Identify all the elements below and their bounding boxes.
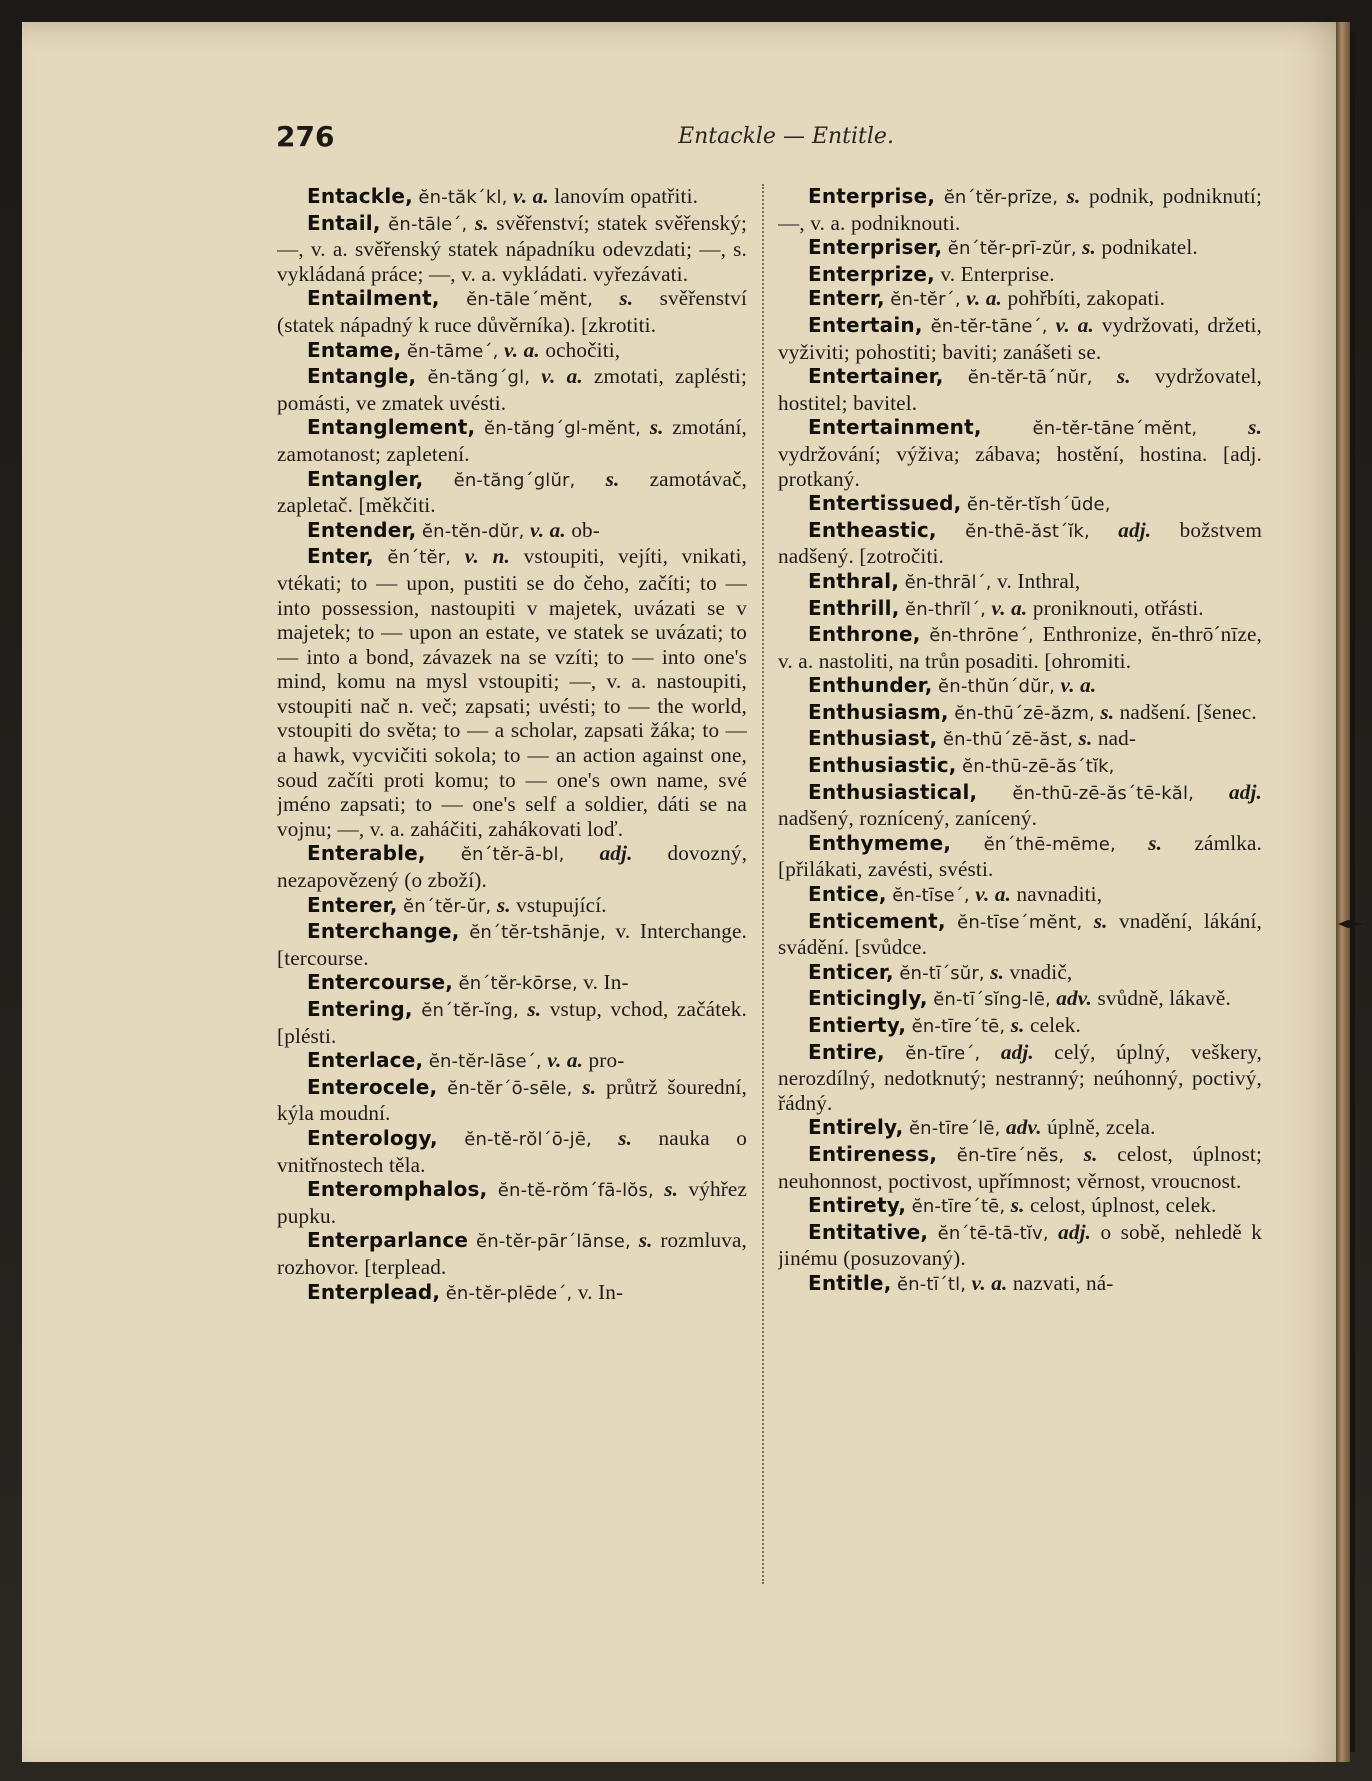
definition: podnik, podniknutí; —, v. a. podniknouti. [778,184,1262,235]
definition: zamotávač, zapletač. [měkčiti. [277,466,747,518]
definition: vnadění, lákání, svádění. [svůdce. [778,908,1262,960]
part-of-speech: s. [1093,908,1108,933]
headword: Enticer, [808,959,894,984]
dictionary-entry [277,211,747,287]
definition: nadšení. [šenec. [1119,699,1257,724]
definition: vstup, vchod, začátek. [plésti. [277,997,747,1048]
definition: výhřez pupku. [277,1177,747,1228]
dictionary-entry [778,1013,1262,1040]
definition: ob- [571,517,601,542]
dictionary-entry [778,1271,1262,1298]
part-of-speech: adj. [1000,1039,1034,1064]
definition: proniknouti, otřásti. [1032,595,1204,620]
part-of-speech: s. [619,286,634,311]
part-of-speech: s. [990,959,1005,984]
dictionary-entry [778,1220,1262,1271]
pronunciation: ĕn-thē-ăst´ĭk, [965,520,1090,542]
definition: vstoupiti, vejíti, vnikati, vtékati; to — upon, pustiti se do čeho, začíti; to — into possession, nastoupiti v majetek, uvázati se v majetek; to — upon an estate, ve statek se uvázati; to — into a bond, závazek na se vzíti; to — into one's mind, komu na mysl vstoupiti; —, v. a. nastoupiti, vstoupiti nač n. več; zapsati; uvésti; to — the world, vstoupiti do světa; to — a scholar, zapsati žáka; to — a hawk, vycvičiti sokola; to — an action against one, soud začíti proti komu; to — one's own name, své jméno zapsati; to — one's self a soldier, dáti se na vojnu; —, v. a. zaháčiti, zahákovati loď. [277,544,747,841]
headword: Enter, [307,544,374,569]
headword: Entitative, [808,1219,929,1244]
part-of-speech: v. a. [530,517,566,542]
pronunciation: ĕn-tīre´tē, [911,1196,1006,1218]
pronunciation: ĕn-tāle´mĕnt, [466,289,593,311]
part-of-speech: v. a. [966,286,1003,311]
dictionary-entry [778,780,1262,831]
headword: Entail, [307,210,381,235]
dictionary-entry [778,184,1262,235]
pronunciation: ĕn-tĕr-lāse´, [428,1051,542,1073]
dictionary-entry [778,491,1262,518]
pronunciation: ĕn´tē-tā-tĭv, [937,1222,1049,1244]
binding-line [1350,32,1355,1752]
headword: Enterer, [307,892,398,917]
dictionary-entry [778,726,1262,753]
definition: nauka o vnitřnostech těla. [277,1125,747,1177]
headword: Entertissued, [808,491,962,516]
definition: celost, úplnost; neuhonnost, poctivost, upřímnost; věrnost, vroucnost. [778,1141,1262,1193]
part-of-speech: s. [1082,235,1096,260]
dictionary-entry [778,596,1262,623]
definition: vnadič, [1009,959,1073,984]
part-of-speech: adj. [1058,1219,1092,1244]
headword: Entirety, [808,1193,907,1218]
right-column [778,184,1262,1584]
part-of-speech: s. [474,210,489,235]
definition: zmotati, zaplésti; pomásti, ve zmatek uvésti. [277,364,747,415]
headword: Entering, [307,997,413,1021]
pronunciation: ĕn-tīse´, [892,885,970,907]
part-of-speech: adj. [599,841,633,866]
part-of-speech: s. [1100,699,1115,724]
dictionary-entry [277,1228,747,1279]
definition: vydržovatel, hostitel; bavitel. [778,364,1262,415]
pronunciation: ĕn-tĕr-tāne´, [930,315,1048,337]
part-of-speech: s. [1148,830,1163,855]
definition: v. In- [577,1279,624,1304]
dictionary-entry [778,518,1262,569]
page-number: 276 [276,120,335,153]
pronunciation: ĕn-tĕn-dŭr, [421,520,525,542]
headword: Enterology, [307,1125,438,1150]
definition: podnikatel. [1101,235,1198,260]
definition: Enthronize, ĕn-thrō´nīze, v. a. nastoliti, na trůn posaditi. [ohromiti. [778,622,1262,673]
definition: vydržovati, držeti, vyživiti; pohostiti; baviti; zanášeti se. [778,312,1262,364]
headword: Enterocele, [307,1074,438,1099]
headword: Enthrill, [808,595,900,620]
pronunciation: ĕn-tĕr-tāne´mĕnt, [1032,418,1198,440]
dictionary-entry [277,893,747,920]
part-of-speech: s. [649,415,664,440]
headword: Entailment, [307,286,440,311]
headword: Entierty, [808,1013,907,1037]
dictionary-entry [778,831,1262,882]
part-of-speech: v. a. [991,595,1028,620]
dictionary-entry [778,753,1262,780]
dictionary-entry [277,518,747,545]
definition: vydržování; výživa; zábava; hostění, hostina. [adj. protkaný. [778,441,1262,491]
dictionary-entry [778,986,1262,1013]
definition: v. In- [583,970,629,995]
headword: Enthusiastic, [808,753,957,778]
pronunciation: ĕn-tīse´mĕnt, [957,911,1083,933]
dictionary-entry [778,960,1262,987]
pronunciation: ĕn-tĕr-pār´lānse, [476,1231,631,1253]
pronunciation: ĕn-thrāl´, [904,571,992,593]
definition: průtrž šourední, kýla moudní. [277,1074,747,1126]
headword: Enticement, [808,908,946,933]
headword: Entercourse, [307,970,454,995]
definition: lanovím opatřiti. [554,184,699,208]
definition: ochočiti, [545,337,621,362]
pronunciation: ĕn-tī´tl, [896,1273,967,1295]
pronunciation: ĕn-thū-zē-ăs´tē-kăl, [1012,782,1194,804]
headword: Enthusiast, [808,726,938,751]
pronunciation: ĕn-thū´zē-ăzm, [954,702,1095,724]
pronunciation: ĕn-tīre´nĕs, [956,1144,1065,1166]
headword: Enterlace, [307,1048,424,1073]
pronunciation: ĕn-tīre´, [905,1042,981,1064]
page-header [276,120,1286,160]
dictionary-entry [277,1126,747,1177]
headword: Enterprize, [808,261,935,286]
dictionary-entry [277,1280,747,1307]
dictionary-entry [277,415,747,466]
part-of-speech: adj. [1118,517,1152,542]
pronunciation: ĕn-thū-zē-ăs´tĭk, [962,756,1115,778]
dictionary-entry [277,1075,747,1126]
definition: nazvati, ná- [1012,1270,1114,1295]
pronunciation: ĕn-thrĭl´, [904,598,987,620]
pronunciation: ĕn-tĕr-plēde´, [445,1282,573,1304]
definition: zmotání, zamotanost; zapletení. [277,415,747,466]
part-of-speech: s. [1010,1193,1025,1218]
dictionary-entry [778,569,1262,596]
definition: celek. [1030,1013,1081,1037]
dictionary-entry [277,338,747,365]
dictionary-entry [778,415,1262,491]
dictionary-entry [778,286,1262,313]
part-of-speech: s. [664,1177,679,1202]
pronunciation: ĕn-tī´sŭr, [899,962,985,984]
headword: Enthusiasm, [808,699,949,724]
pronunciation: ĕn´thē-mēme, [983,833,1116,855]
definition: božstvem nadšený. [zotročiti. [778,517,1262,569]
part-of-speech: v. a. [971,1270,1008,1295]
part-of-speech: s. [496,892,511,917]
part-of-speech: adj. [1229,779,1262,804]
definition: svěřenství; statek svěřenský; —, v. a. svěřenský statek nápadníku odevzdati; —, s. vykládaná práce; —, v. a. vykládati. vyřezávati. [277,210,747,286]
headword: Entangler, [307,466,424,491]
definition: úplně, zcela. [1047,1115,1156,1140]
pronunciation: ĕn-tĕr´ō-sēle, [447,1077,573,1099]
part-of-speech: s. [1010,1013,1025,1037]
pronunciation: ĕn-tāme´, [406,340,499,362]
headword: Entice, [808,882,887,907]
pronunciation: ĕn-tăng´gl, [427,367,531,389]
definition: zámlka. [přilákati, zavésti, svésti. [778,830,1262,882]
definition: svůdně, lákavě. [1097,986,1231,1011]
definition: svěřenství (statek nápadný k ruce důvěrníka). [zkrotiti. [277,286,747,337]
part-of-speech: s. [638,1228,653,1253]
pronunciation: ĕn´tĕr-ĭng, [421,1000,519,1021]
dictionary-entry [778,700,1262,727]
definition: dovozný, nezapovězený (o zboží). [277,841,747,893]
pronunciation: ĕn-tĕr´, [890,289,961,311]
headword: Enterprise, [808,184,936,208]
dictionary-entry [778,364,1262,415]
pronunciation: ĕn-tăng´gl-mĕnt, [484,418,642,440]
pronunciation: ĕn-tĕ-rŏl´ō-jē, [464,1128,592,1150]
part-of-speech: s. [1083,1141,1098,1166]
headword: Enterchange, [307,919,460,944]
headword: Entackle, [307,184,413,208]
headword: Enterable, [307,841,426,866]
headword: Entertainment, [808,415,982,440]
dictionary-entry [778,235,1262,262]
part-of-speech: v. a. [512,184,549,208]
headword: Entame, [307,337,402,362]
part-of-speech: s. [1066,184,1081,208]
headword: Entirely, [808,1115,904,1140]
dictionary-entry [778,1040,1262,1116]
pronunciation: ĕn-tĕr-tĭsh´ūde, [966,494,1111,516]
definition: nad- [1097,726,1137,751]
dictionary-entry [277,997,747,1048]
pronunciation: ĕn-tăk´kl, [418,187,508,208]
headword: Enthymeme, [808,830,952,855]
dictionary-entry [778,313,1262,364]
dictionary-entry [778,262,1262,287]
pronunciation: ĕn´tĕr, [387,547,452,569]
headword: Entender, [307,517,417,542]
left-column [277,184,747,1584]
headword: Entangle, [307,364,417,389]
headword: Entireness, [808,1141,938,1166]
headword: Entire, [808,1039,885,1064]
pronunciation: ĕn´tĕr-tshānje, [469,922,606,944]
dictionary-entry [778,909,1262,960]
pronunciation: ĕn-tāle´, [388,213,468,235]
headword: Enthunder, [808,673,933,698]
dictionary-entry [277,970,747,997]
headword: Entertain, [808,312,923,337]
pronunciation: ĕn-tăng´glŭr, [453,469,576,491]
pronunciation: ĕn´tĕr-prī-zŭr, [947,238,1077,260]
headword: Enthusiastical, [808,779,978,804]
definition: vstupující. [516,892,607,917]
dictionary-entry [778,882,1262,909]
pronunciation: ĕn-tĕ-rŏm´fā-lŏs, [497,1180,654,1202]
dictionary-entry [277,919,747,970]
part-of-speech: s. [618,1125,633,1150]
part-of-speech: v. a. [1060,673,1097,698]
dictionary-entry [277,1177,747,1228]
pronunciation: ĕn-tīre´tē, [911,1016,1006,1037]
dictionary-entry [277,467,747,518]
definition: pohřbíti, zakopati. [1007,286,1166,311]
part-of-speech: v. a. [1055,312,1094,337]
definition: v. Interchange. [tercourse. [277,919,747,970]
dictionary-entry [778,1193,1262,1220]
part-of-speech: s. [605,466,620,491]
headword: Entertainer, [808,364,944,389]
headword: Enterplead, [307,1279,441,1304]
dictionary-entry [778,1115,1262,1142]
definition: v. Inthral, [997,568,1081,593]
dictionary-entry [277,1048,747,1075]
part-of-speech: adv. [1005,1115,1042,1140]
page-edge [1336,22,1350,1762]
headword: Enthrone, [808,622,921,647]
pronunciation: ĕn-tĕr-tā´nŭr, [967,367,1093,389]
part-of-speech: adv. [1056,986,1092,1011]
headword: Enticingly, [808,986,928,1011]
pronunciation: ĕn´tĕr-prīze, [943,187,1059,208]
part-of-speech: v. n. [464,544,510,569]
definition: pro- [588,1048,625,1073]
headword: Entanglement, [307,415,476,440]
pronunciation: ĕn-tīre´lē, [908,1118,1001,1140]
definition: navnaditi, [1016,882,1103,907]
dictionary-entry [277,544,747,841]
pronunciation: ĕn´tĕr-ŭr, [403,895,492,917]
part-of-speech: v. a. [541,364,583,389]
headword: Enthral, [808,568,900,593]
part-of-speech: s. [1078,726,1093,751]
dictionary-entry [778,622,1262,673]
headword: Enterr, [808,286,885,311]
part-of-speech: v. a. [547,1048,584,1073]
headword: Entitle, [808,1270,892,1295]
page-marker-icon [1338,917,1364,931]
pronunciation: ĕn-tī´sĭng-lē, [933,989,1051,1011]
pronunciation: ĕn-thŭn´dŭr, [938,676,1056,698]
part-of-speech: v. a. [504,337,540,362]
definition: nadšený, roznícený, zanícený. [778,806,1038,831]
part-of-speech: s. [1116,364,1131,389]
definition: celý, úplný, veškery, nerozdílný, nedotknutý; nestranný; neúhonný, poctivý, řádný. [778,1039,1262,1115]
dictionary-entry [778,673,1262,700]
pronunciation: ĕn-thū´zē-ăst, [942,729,1074,751]
dictionary-entry [277,184,747,211]
definition: rozmluva, rozhovor. [terplead. [277,1228,747,1279]
headword: Enterparlance [307,1228,469,1253]
definition: v. Enterprise. [940,261,1055,286]
definition: celost, úplnost, celek. [1030,1193,1217,1218]
headword: Enteromphalos, [307,1177,488,1202]
pronunciation: ĕn´tĕr-ā-bl, [460,844,565,866]
dictionary-entry [277,286,747,337]
part-of-speech: s. [1248,415,1262,440]
definition: o sobě, nehledě k jinému (posuzovaný). [778,1219,1262,1271]
running-head: Entackle — Entitle. [678,124,894,149]
dictionary-entry [277,841,747,892]
dictionary-entry [277,364,747,415]
part-of-speech: s. [582,1074,597,1099]
headword: Enterpriser, [808,235,943,260]
pronunciation: ĕn´tĕr-kōrse, [458,973,578,995]
part-of-speech: s. [527,997,542,1021]
headword: Entheastic, [808,517,937,542]
part-of-speech: v. a. [975,882,1012,907]
pronunciation: ĕn-thrōne´, [929,625,1034,647]
dictionary-entry [778,1142,1262,1193]
column-divider [762,184,765,1584]
